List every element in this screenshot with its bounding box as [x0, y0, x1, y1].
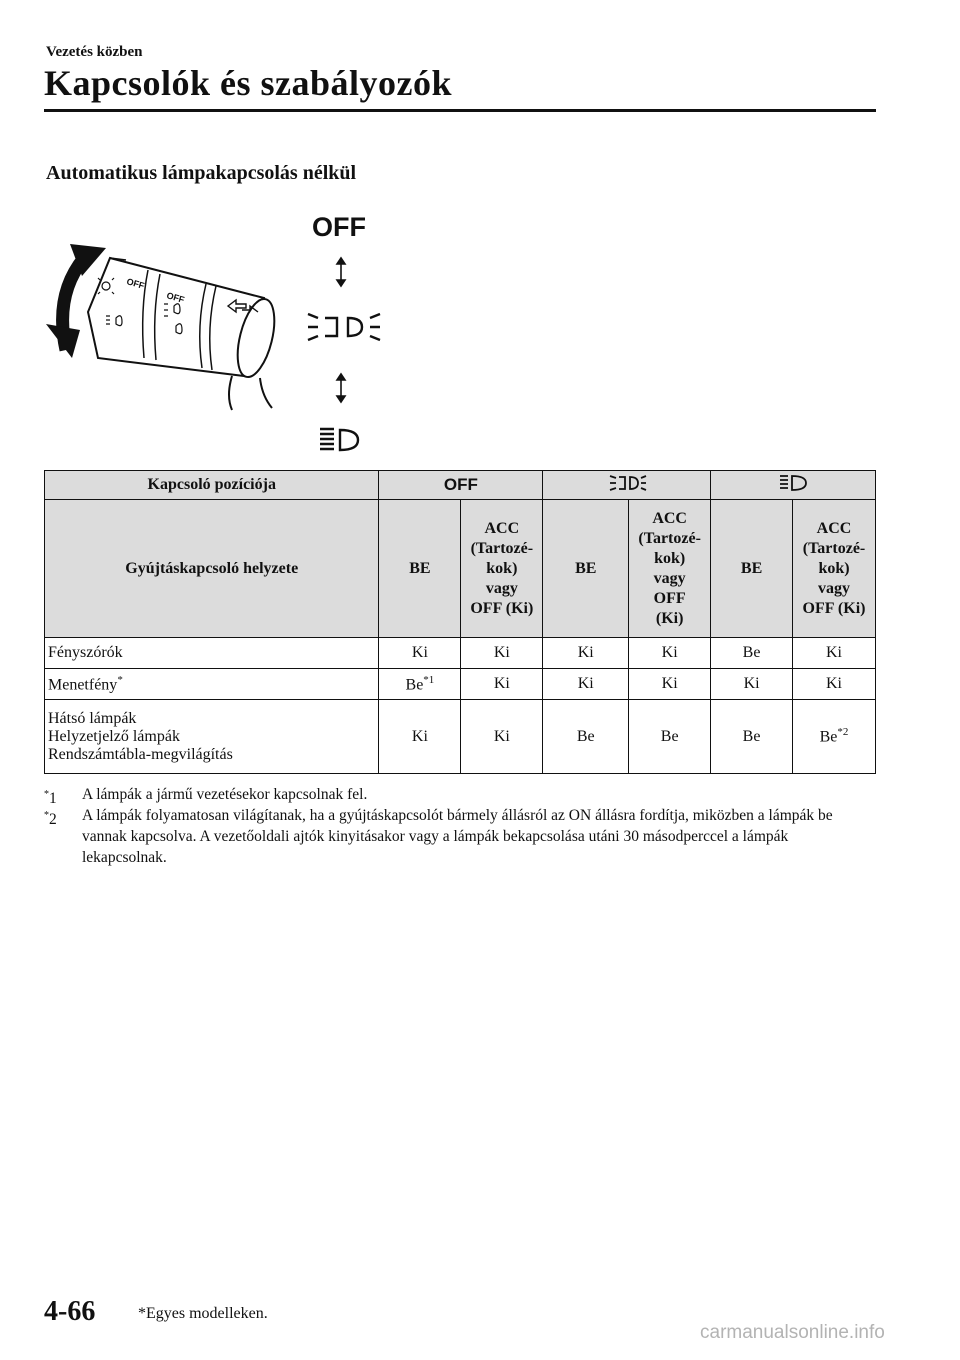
status-value: Ki [577, 644, 594, 661]
row-label-line: Hátsó lámpák [48, 709, 137, 727]
status-value: Ki [411, 727, 428, 745]
status-cell [711, 669, 793, 700]
status-cell [379, 669, 461, 700]
table-row [45, 700, 876, 774]
status-value: Be [742, 644, 761, 661]
parking-lamp-icon [607, 474, 647, 492]
status-cell [629, 669, 711, 700]
footnote-text: A lámpák folyamatosan világítanak, ha a gyújtáskapcsolót bármely állásról az ON állásra fordítja, miközben a lámpák be vannak kapcsolva. A vezetőoldali ajtók kinyitásakor vagy a lámpák bekapcsolása utáni 30 másodperccel a lámpák lekapcsolnak. [82, 807, 833, 866]
footnote-number [44, 805, 57, 830]
stalk-off-label-1: OFF [125, 276, 146, 291]
footnote [44, 805, 876, 868]
footnote-star: * [44, 810, 49, 821]
row-label-line: Menetfény* [48, 673, 123, 694]
status-cell [629, 700, 711, 774]
status-value: Ki [493, 727, 510, 745]
status-cell [461, 700, 543, 774]
ignition-state-line: vagy [653, 569, 686, 587]
table-body [45, 638, 876, 774]
ignition-state-line: (Ki) [655, 609, 684, 627]
ignition-state-cell [379, 500, 461, 638]
table-header-row [45, 471, 876, 500]
page-note: *Egyes modelleken. [138, 1305, 268, 1322]
parking-column-header [543, 471, 711, 500]
ignition-label: Gyújtáskapcsoló helyzete [45, 500, 379, 638]
headlight-column-header [711, 471, 876, 500]
ignition-state-cell [543, 500, 629, 638]
off-position-label: OFF [312, 212, 366, 242]
ignition-state-line: ACC [816, 519, 852, 537]
row-label [45, 700, 379, 774]
row-label [45, 638, 379, 669]
status-cell [461, 669, 543, 700]
status-value: Ki [577, 675, 594, 692]
status-cell [379, 700, 461, 774]
ignition-state-line: kok) [654, 549, 686, 567]
light-switch-diagram [36, 200, 396, 462]
model-mark: * [117, 673, 123, 686]
ignition-state-line: BE [740, 559, 763, 577]
row-label-line: Rendszámtábla-megvilágítás [48, 745, 233, 763]
status-cell [793, 669, 876, 700]
footnote-ref: *1 [423, 673, 435, 686]
ignition-state-line: (Tartozé- [638, 529, 701, 547]
ignition-state-line: vagy [818, 579, 850, 597]
status-value: Be [660, 727, 679, 745]
ignition-state-line: BE [575, 559, 597, 577]
ignition-state-line: ACC [484, 519, 520, 537]
updown-arrow-icon [337, 258, 345, 286]
off-column-header: OFF [379, 471, 543, 500]
footnote-num: 2 [49, 811, 57, 829]
footnotes [44, 784, 876, 868]
status-value: Ki [661, 644, 678, 661]
updown-arrow-icon [337, 374, 345, 402]
ignition-state-cell [629, 500, 711, 638]
status-value: Ki [661, 675, 678, 692]
ignition-state-line: BE [409, 559, 431, 577]
ignition-state-cell [461, 500, 543, 638]
status-cell [461, 638, 543, 669]
page-title: Kapcsolók és szabályozók [44, 63, 453, 103]
ignition-state-line: (Tartozé- [802, 539, 866, 557]
ignition-state-line: OFF (Ki) [802, 599, 866, 617]
title-rule [44, 109, 876, 112]
status-value: Ki [411, 644, 428, 661]
status-value: Ki [493, 644, 510, 661]
section-label: Vezetés közben [46, 44, 143, 60]
footnote-ref: *2 [837, 726, 849, 739]
headlight-icon [776, 474, 810, 492]
headlight-icon [320, 429, 358, 450]
watermark: carmanualsonline.info [700, 1322, 885, 1343]
row-label-line: Fényszórók [48, 644, 123, 661]
ignition-state-line: vagy [485, 579, 518, 597]
status-cell [711, 700, 793, 774]
status-cell [543, 700, 629, 774]
page-number: 4-66 [44, 1296, 96, 1327]
ignition-state-line: (Tartozé- [470, 539, 534, 557]
status-value: Ki [743, 675, 760, 692]
stalk-off-label-2: OFF [165, 290, 186, 305]
ignition-state-cell [711, 500, 793, 638]
status-value: Be [405, 676, 424, 694]
status-value: Ki [826, 675, 842, 692]
parking-lamp-icon [308, 314, 380, 340]
ignition-state-line: kok) [818, 559, 850, 577]
status-cell [711, 638, 793, 669]
table-row [45, 638, 876, 669]
row-label-line: Helyzetjelző lámpák [48, 727, 180, 745]
status-value: Be [819, 728, 838, 746]
ignition-state-line: ACC [652, 509, 687, 527]
footnote-star: * [44, 789, 49, 800]
ignition-row [45, 500, 876, 638]
ignition-state-line: OFF (Ki) [470, 599, 534, 617]
status-value: Be [576, 727, 595, 745]
status-value: Ki [493, 675, 510, 692]
subheading: Automatikus lámpakapcsolás nélkül [46, 162, 357, 184]
footnote [44, 784, 876, 808]
ignition-state-line: OFF [653, 589, 686, 607]
status-cell [793, 638, 876, 669]
table-row [45, 669, 876, 700]
status-cell [629, 638, 711, 669]
ignition-state-cell [793, 500, 876, 638]
status-cell [543, 669, 629, 700]
footnote-text: A lámpák a jármű vezetésekor kapcsolnak fel. [82, 786, 368, 803]
row-label [45, 669, 379, 700]
status-cell [543, 638, 629, 669]
status-cell [379, 638, 461, 669]
status-value: Be [742, 727, 761, 745]
status-cell [793, 700, 876, 774]
switch-position-label: Kapcsoló pozíciója [45, 471, 379, 500]
switch-stalk [88, 258, 281, 410]
ignition-state-line: kok) [486, 559, 518, 577]
footnote-num: 1 [49, 790, 57, 808]
light-status-table [44, 470, 876, 774]
status-value: Ki [826, 644, 842, 661]
